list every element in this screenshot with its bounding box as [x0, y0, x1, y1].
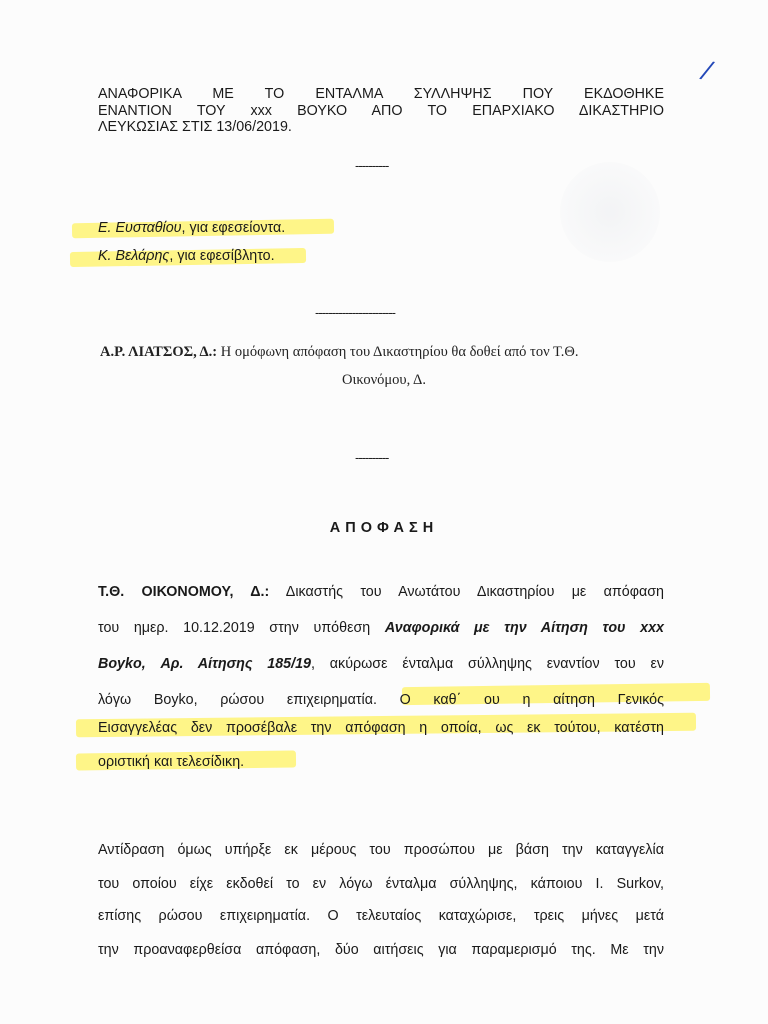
- paragraph-line: του οποίου είχε εκδοθεί το εν λόγω ένταλμα σύλληψης, κάποιου I. Surkov,: [98, 876, 664, 892]
- paragraph-line: [98, 584, 664, 600]
- counsel-appellant: [98, 220, 285, 236]
- case-heading-line: ΑΝΑΦΟΡΙΚΑ ΜΕ ΤΟ ΕΝΤΑΛΜΑ ΣΥΛΛΗΨΗΣ ΠΟΥ ΕΚΔΟΘΗΚΕ: [98, 86, 664, 102]
- highlighted-text: οριστική και τελεσίδικη.: [98, 754, 245, 770]
- case-title: Αναφορικά με την Αίτηση του xxx: [384, 620, 664, 636]
- paragraph-line: επίσης ρώσου επιχειρηματία. Ο τελευταίος καταχώρισε, τρεις μήνες μετά: [98, 908, 664, 924]
- case-title: Boyko, Αρ. Αίτησης 185/19: [98, 656, 311, 672]
- case-heading-line: ΛΕΥΚΩΣΙΑΣ ΣΤΙΣ 13/06/2019.: [98, 119, 292, 135]
- counsel-role: , για εφεσίβλητο.: [169, 248, 275, 264]
- highlighted-text: Ο καθ΄ ου η αίτηση Γενικός: [399, 692, 665, 708]
- counsel-name: Ε. Ευσταθίου: [98, 220, 182, 236]
- counsel-respondent: [98, 248, 275, 264]
- highlighted-text: Εισαγγελέας δεν προσέβαλε την απόφαση η οποία, ως εκ τούτου, κατέστη: [98, 720, 664, 736]
- paragraph-line: [98, 754, 664, 770]
- judge-name: Τ.Θ. ΟΙΚΟΝΟΜΟΥ, Δ.:: [98, 584, 270, 600]
- paragraph-text: Δικαστής του Ανωτάτου Δικαστηρίου με απόφαση: [285, 584, 665, 600]
- paragraph-text: του ημερ. 10.12.2019 στην υπόθεση: [98, 620, 385, 636]
- case-heading: [98, 86, 664, 136]
- paragraph-text: λόγω Boyko, ρώσου επιχειρηματία.: [98, 692, 400, 708]
- faint-stamp-mark: [560, 162, 660, 262]
- judge-text: Η ομόφωνη απόφαση του Δικαστηρίου θα δοθεί από τον Τ.Θ.: [220, 344, 579, 360]
- paragraph-text: , ακύρωσε ένταλμα σύλληψης εναντίον του εν: [310, 656, 665, 672]
- paragraph-line: [98, 656, 664, 672]
- judge-statement-cont: Οικονόμου, Δ.: [341, 372, 427, 388]
- paragraph-line: [98, 692, 664, 708]
- counsel-name: Κ. Βελάρης: [98, 248, 170, 264]
- separator-line: ----------: [355, 158, 389, 173]
- judge-name: Α.Ρ. ΛΙΑΤΣΟΣ, Δ.:: [100, 344, 218, 360]
- paragraph-line: Αντίδραση όμως υπήρξε εκ μέρους του προσώπου με βάση την καταγγελία: [98, 842, 664, 858]
- paragraph-line: [98, 720, 664, 736]
- case-heading-line: ΕΝΑΝΤΙΟΝ ΤΟΥ xxx ΒΟΥΚΟ ΑΠΟ ΤΟ ΕΠΑΡΧΙΑΚΟ ΔΙΚΑΣΤΗΡΙΟ: [98, 102, 664, 119]
- paragraph-line: [98, 620, 664, 636]
- handwritten-page-mark: /: [700, 55, 714, 85]
- judge-statement: [100, 344, 666, 361]
- separator-line: ----------: [355, 450, 389, 465]
- paragraph-line: την προαναφερθείσα απόφαση, δύο αιτήσεις για παραμερισμό της. Με την: [98, 942, 664, 958]
- decision-title: ΑΠΟΦΑΣΗ: [329, 520, 439, 536]
- separator-line: ------------------------: [315, 305, 395, 320]
- counsel-role: , για εφεσείοντα.: [181, 220, 286, 236]
